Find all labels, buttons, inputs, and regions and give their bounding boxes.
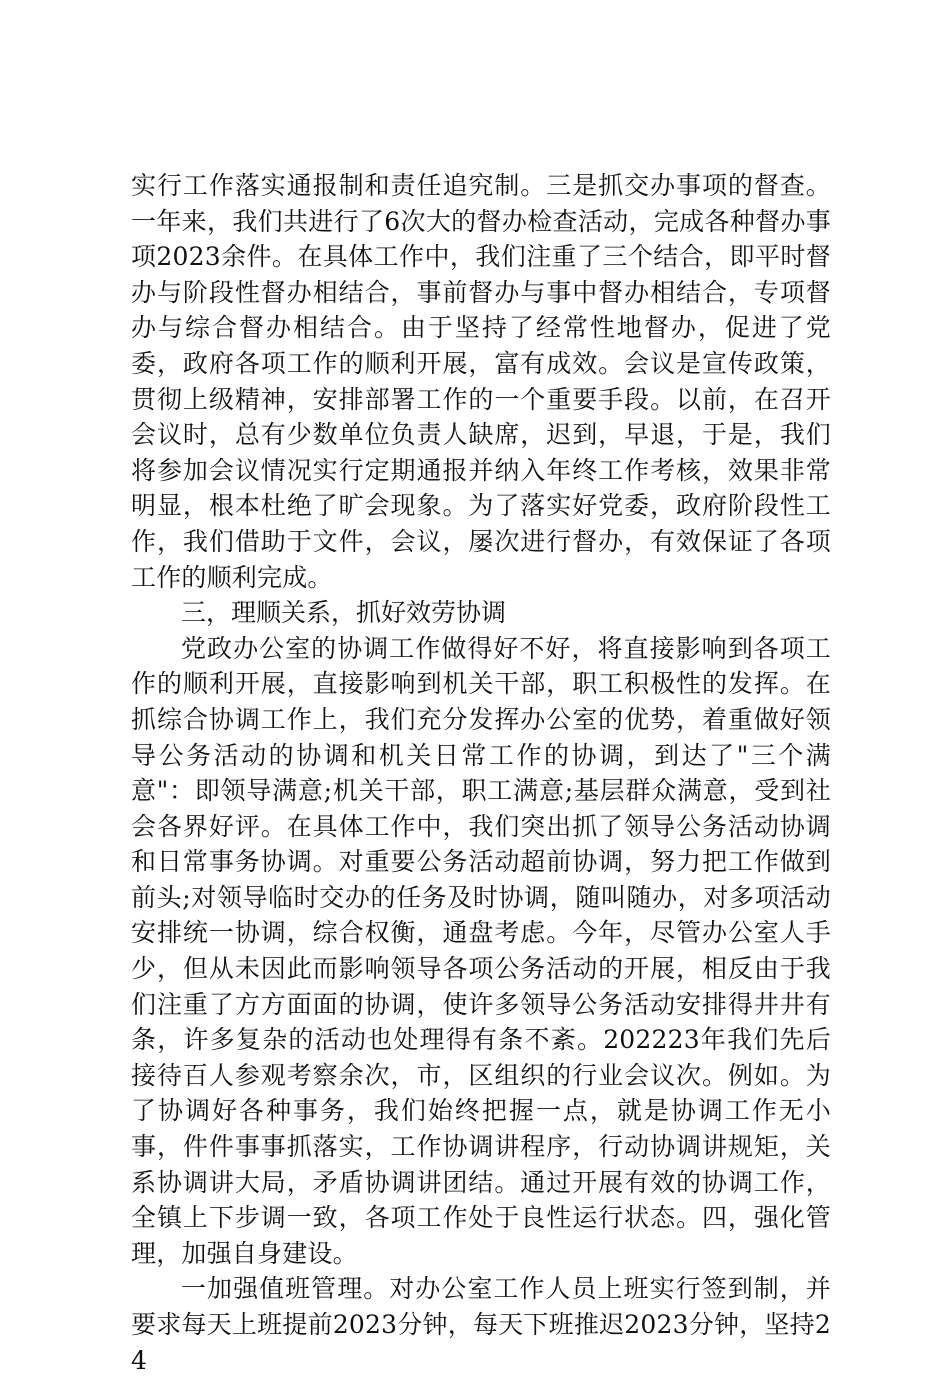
paragraph-coordination: 党政办公室的协调工作做得好不好，将直接影响到各项工作的顺利开展，直接影响到机关干部，职工积极性的发挥。在抓综合协调工作上，我们充分发挥办公室的优势，着重做好领导公务活动的协调和机关日常工作的协调，到达了"三个满意"：即领导满意;机关干部，职工满意;基层群众满意，受到社会各界好评。在具体工作中，我们突出抓了领导公务活动协调和日常事务协调。对重要公务活动超前协调，努力把工作做到前头;对领导临时交办的任务及时协调，随叫随办，对多项活动安排统一协调，综合权衡，通盘考虑。今年，尽管办公室人手少，但从未因此而影响领导各项公务活动的开展，相反由于我们注重了方方面面的协调，使许多领导公务活动安排得井井有条，许多复杂的活动也处理得有条不紊。202223年我们先后接待百人参观考察余次，市，区组织的行业会议次。例如。为了协调好各种事务，我们始终把握一点，就是协调工作无小事，件件事事抓落实，工作协调讲程序，行动协调讲规矩，关系协调讲大局，矛盾协调讲团结。通过开展有效的协调工作，全镇上下步调一致，各项工作处于良性运行状态。四，强化管理，加强自身建设。	[131, 633, 831, 1268]
document-body	[131, 168, 831, 1378]
paragraph-duty-management: 一加强值班管理。对办公室工作人员上班实行签到制，并要求每天上班提前2023分钟，每天下班推迟2023分钟，坚持24	[131, 1274, 831, 1375]
section-heading-coordination: 三，理顺关系，抓好效劳协调	[181, 598, 507, 628]
paragraph-supervision: 实行工作落实通报制和责任追究制。三是抓交办事项的督查。一年来，我们共进行了6次大的督办检查活动，完成各种督办事项2023余件。在具体工作中，我们注重了三个结合，即平时督办与阶段性督办相结合，事前督办与事中督办相结合，专项督办与综合督办相结合。由于坚持了经常性地督办，促进了党委，政府各项工作的顺利开展，富有成效。会议是宣传政策，贯彻上级精神，安排部署工作的一个重要手段。以前，在召开会议时，总有少数单位负责人缺席，迟到，早退，于是，我们将参加会议情况实行定期通报并纳入年终工作考核，效果非常明显，根本杜绝了旷会现象。为了落实好党委，政府阶段性工作，我们借助于文件，会议，屡次进行督办，有效保证了各项工作的顺利完成。	[131, 171, 831, 592]
